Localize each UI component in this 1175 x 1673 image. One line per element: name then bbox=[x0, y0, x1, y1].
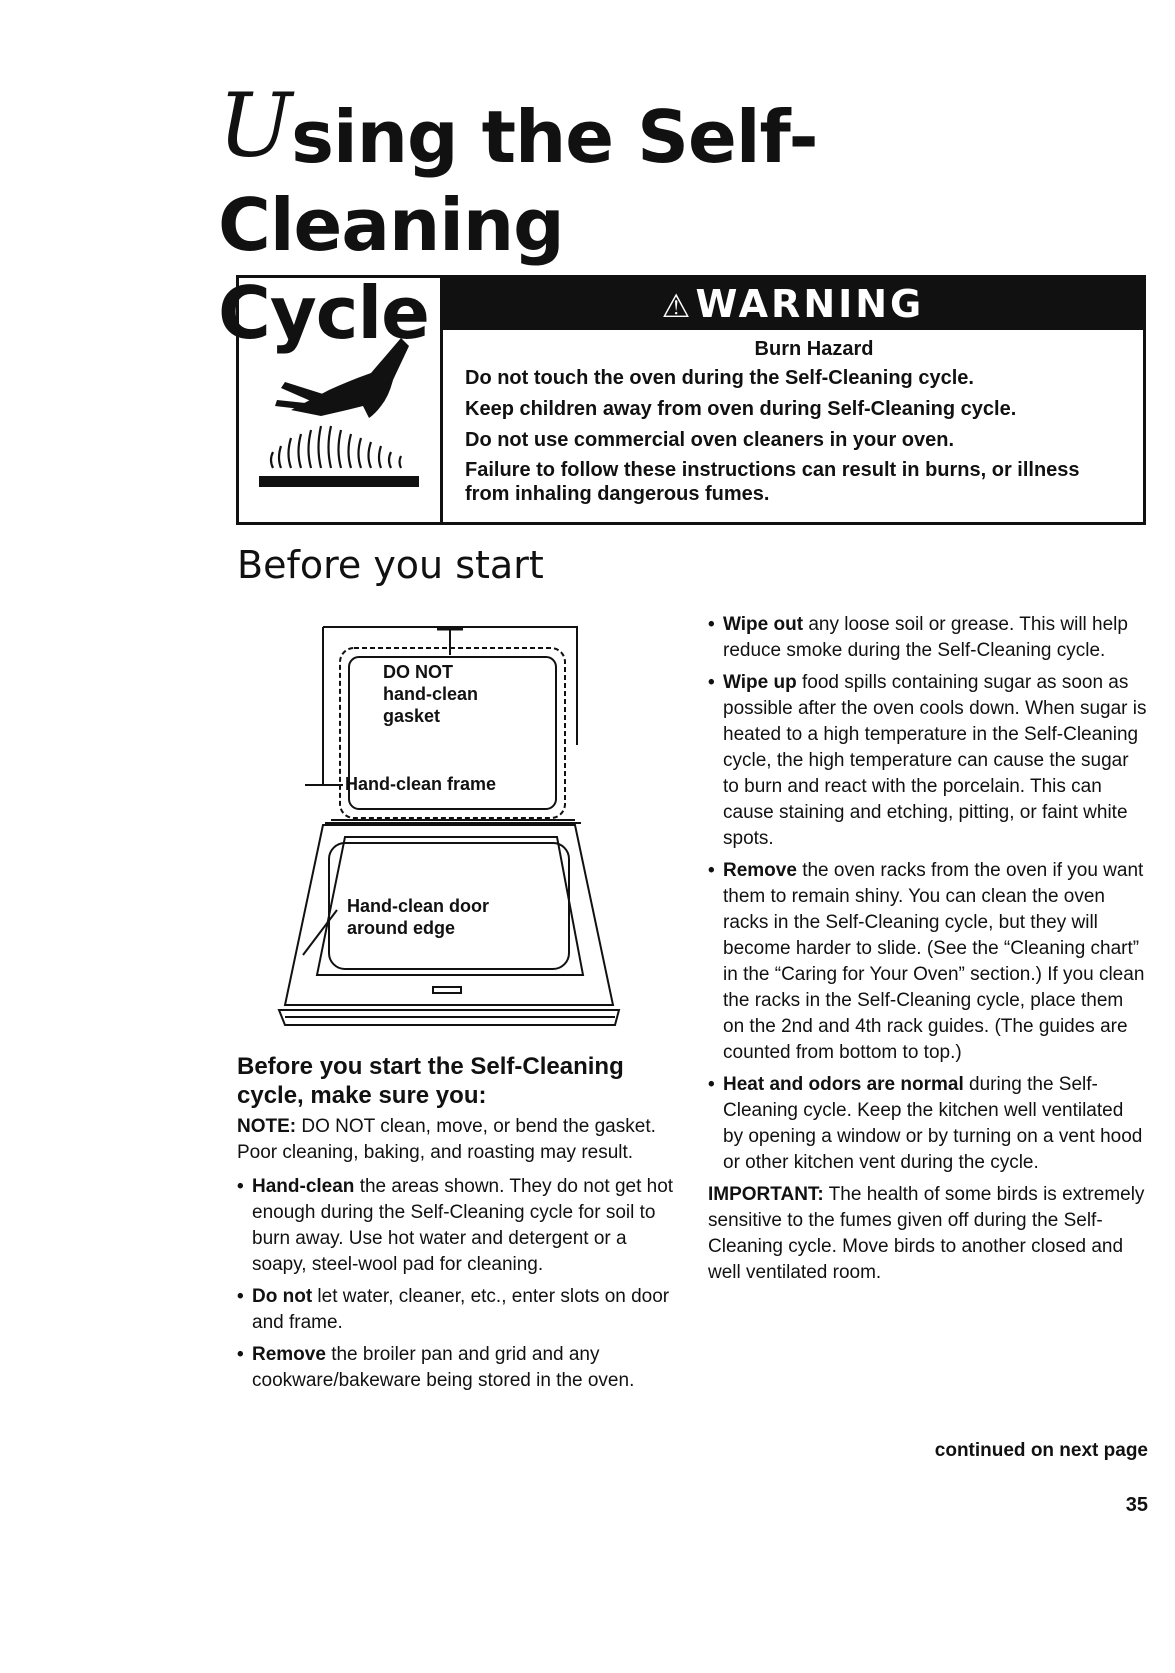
bullet-icon: • bbox=[708, 1074, 715, 1095]
note-label: NOTE: bbox=[237, 1116, 297, 1137]
warning-header: ⚠WARNING bbox=[443, 278, 1143, 330]
right-column bbox=[708, 612, 1148, 1294]
list-item: • Remove the oven racks from the oven if you want them to remain shiny. You can clean the oven racks in the Self-Cleaning cycle, but they will become harder to slide. (See the “Cleaning chart” in the “Caring for Your Oven” section.) If you clean the racks in the Self-Cleaning cycle, place them on the 2nd and 4th rack guides. (The guides are counted from bottom to top.) bbox=[708, 860, 1145, 1063]
continued-note: continued on next page bbox=[934, 1440, 1148, 1461]
bullet-icon: • bbox=[237, 1176, 244, 1197]
bullet-icon: • bbox=[708, 614, 715, 635]
warning-box bbox=[236, 275, 1146, 525]
label-door: Hand-clean door around edge bbox=[347, 896, 490, 938]
label-gasket: DO NOT hand-clean gasket bbox=[383, 662, 479, 726]
bullet-icon: • bbox=[237, 1344, 244, 1365]
warning-failure: Failure to follow these instructions can result in burns, or illness from inhaling dangerous fumes. bbox=[465, 459, 1080, 505]
title-line2: Cycle bbox=[218, 271, 429, 355]
warning-line: Do not touch the oven during the Self-Cleaning cycle. bbox=[465, 367, 974, 389]
left-column bbox=[237, 1052, 677, 1400]
note bbox=[237, 1114, 677, 1166]
bullet-icon: • bbox=[708, 860, 715, 881]
warning-line: Do not use commercial oven cleaners in your oven. bbox=[465, 429, 955, 451]
oven-door-diagram bbox=[265, 615, 625, 1045]
section-title: Before you start bbox=[237, 543, 544, 587]
bullet-icon: • bbox=[237, 1286, 244, 1307]
list-item: • Hand-clean the areas shown. They do not get hot enough during the Self-Cleaning cycle for soil to burn away. Use hot water and detergent or a soapy, steel-wool pad for cleaning. bbox=[237, 1176, 674, 1275]
warning-body bbox=[465, 336, 1123, 506]
label-frame: Hand-clean frame bbox=[345, 774, 497, 794]
title-line1: sing the Self-Cleaning bbox=[218, 95, 818, 267]
important-note bbox=[708, 1182, 1148, 1286]
checklist-heading: Before you start the Self-Cleaning cycle, make sure you: bbox=[237, 1053, 624, 1109]
list-item: • Remove the broiler pan and grid and any cookware/bakeware being stored in the oven. bbox=[237, 1344, 635, 1391]
list-item: • Heat and odors are normal during the Self-Cleaning cycle. Keep the kitchen well ventilated by opening a window or by turning on a vent hood or other kitchen vent during the cycle. bbox=[708, 1074, 1143, 1173]
page-number: 35 bbox=[1125, 1494, 1148, 1516]
warning-pictogram-cell bbox=[239, 278, 443, 522]
important-label: IMPORTANT: bbox=[708, 1184, 824, 1205]
list-item: • Do not let water, cleaner, etc., enter slots on door and frame. bbox=[237, 1286, 670, 1333]
list-item: • Wipe up food spills containing sugar as soon as possible after the oven cools down. When sugar is heated to a high temperature in the Self-Cleaning cycle, the high temperature can cause the sugar to burn and react with the porcelain. This can cause staining and etching, pitting, or faint white spots. bbox=[708, 672, 1147, 849]
warning-hazard: Burn Hazard bbox=[754, 338, 874, 360]
bullet-icon: • bbox=[708, 672, 715, 693]
note-text: DO NOT clean, move, or bend the gasket. Poor cleaning, baking, and roasting may result. bbox=[237, 1116, 656, 1163]
list-item: • Wipe out any loose soil or grease. This will help reduce smoke during the Self-Cleaning cycle. bbox=[708, 614, 1128, 661]
warning-triangle-icon: ⚠ bbox=[661, 287, 694, 325]
warning-line: Keep children away from oven during Self-Cleaning cycle. bbox=[465, 398, 1017, 420]
important-text: The health of some birds is extremely sensitive to the fumes given off during the Self-Cleaning cycle. Move birds to another closed and well ventilated room. bbox=[708, 1184, 1145, 1283]
hand-burn-hazard-icon bbox=[251, 318, 431, 488]
title-initial: U bbox=[218, 74, 292, 177]
